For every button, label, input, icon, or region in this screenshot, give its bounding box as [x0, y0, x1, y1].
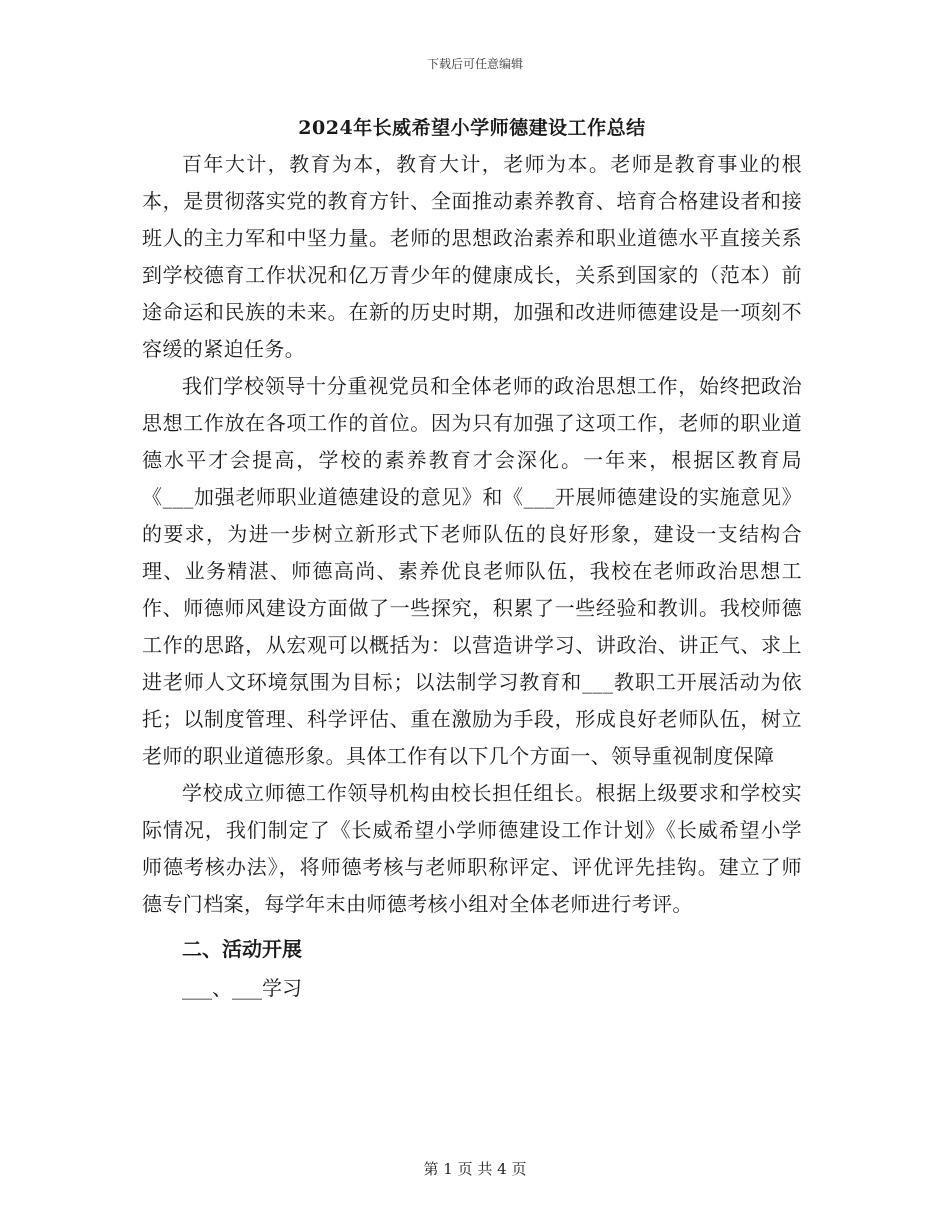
page-number-footer: 第 1 页 共 4 页: [423, 1160, 527, 1178]
paragraph-leadership: 我们学校领导十分重视党员和全体老师的政治思想工作，始终把政治思想工作放在各项工作的首位。因为只有加强了这项工作，老师的职业道德水平才会提高，学校的素养教育才会深化。一年来，根据区教育局《___加强老师职业道德建设的意见》和《___开展师德建设的实施意见》的要求，为进一步树立新形式下老师队伍的良好形象，建设一支结构合理、业务精湛、师德高尚、素养优良老师队伍，我校在老师政治思想工作、师德师风建设方面做了一些探究，积累了一些经验和教训。我校师德工作的思路，从宏观可以概括为：以营造讲学习、讲政治、讲正气、求上进老师人文环境氛围为目标；以法制学习教育和___教职工开展活动为依托；以制度管理、科学评估、重在激励为手段，形成良好老师队伍，树立老师的职业道德形象。具体工作有以下几个方面一、领导重视制度保障: [142, 374, 802, 768]
paragraph-intro: 百年大计，教育为本，教育大计，老师为本。老师是教育事业的根本，是贯彻落实党的教育方针、全面推动素养教育、培育合格建设者和接班人的主力军和中坚力量。老师的思想政治素养和职业道德水平直接关系到学校德育工作状况和亿万青少年的健康成长，关系到国家的（范本）前途命运和民族的未来。在新的历史时期，加强和改进师德建设是一项刻不容缓的紧迫任务。: [142, 152, 802, 361]
document-title: 2024年长威希望小学师德建设工作总结: [298, 117, 646, 139]
document-body: [142, 112, 802, 1007]
paragraph-institution: 学校成立师德工作领导机构由校长担任组长。根据上级要求和学校实际情况，我们制定了《长威希望小学师德建设工作计划》《长威希望小学师德考核办法》，将师德考核与老师职称评定、评优评先挂钩。建立了师德专门档案，每学年末由师德考核小组对全体老师进行考评。: [142, 781, 802, 916]
subsection-heading: ___、___学习: [182, 976, 302, 1000]
section-heading: 二、活动开展: [182, 937, 302, 961]
header-note: 下载后可任意编辑: [426, 57, 523, 71]
